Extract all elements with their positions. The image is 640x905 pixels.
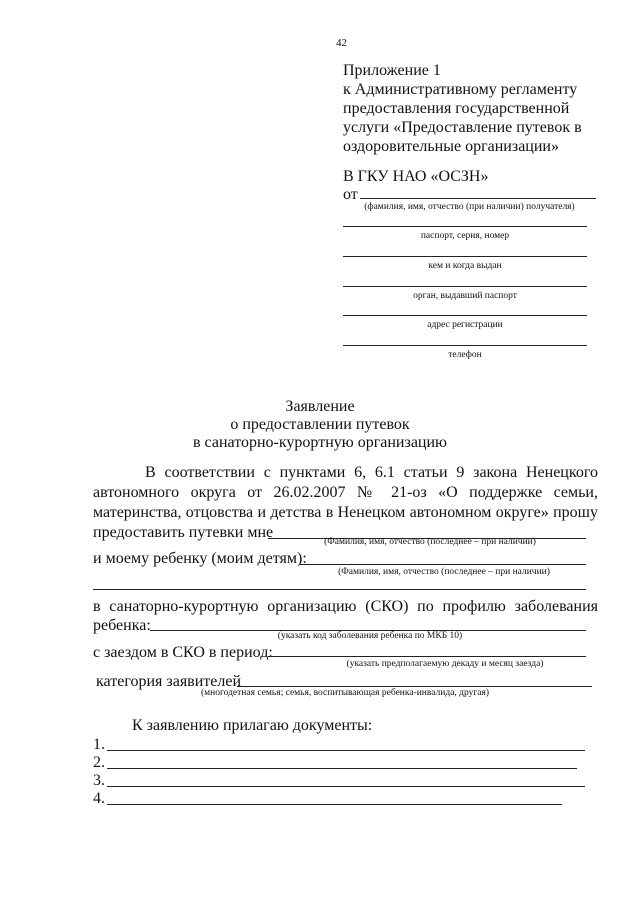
body-line: ребенка: [93,617,151,634]
registration-address-field[interactable] [343,315,587,316]
body-line: автономного округа от 26.02.2007 № 21-оз «О поддержке семьи, [93,484,598,501]
category-label: категория заявителей [96,673,242,690]
passport-number-field[interactable] [343,226,587,227]
body-line: предоставить путевки мне [93,524,274,541]
field-caption: (многодетная семья; семья, воспитывающая ребенка-инвалида, другая) [200,688,490,698]
body-line: В соответствии с пунктами 6, 6.1 статьи 9 закона Ненецкого [145,464,598,481]
field-caption: телефон [448,350,482,360]
applicant-name-field[interactable] [360,198,596,199]
recipient-from-label: от [343,186,358,203]
attachment-number: 3. [93,772,105,789]
appendix-line: оздоровительные организации» [343,138,559,155]
passport-issued-field[interactable] [343,256,587,257]
attachments-heading: К заявлению прилагаю документы: [132,717,373,734]
recipient-to: В ГКУ НАО «ОСЗН» [343,168,489,185]
field-caption: (Фамилия, имя, отчество (последнее – при наличии) [324,537,536,547]
field-caption: (указать код заболевания ребенка по МКБ 10) [277,631,463,641]
period-field[interactable] [268,656,586,657]
title-line: о предоставлении путевок [230,416,410,433]
attachment-field-3[interactable] [107,786,585,787]
period-label: с заездом в СКО в период: [93,644,273,661]
body-line: в санаторно-курортную организацию (СКО) по профилю заболевания [93,598,598,615]
appendix-line: предоставления государственной [343,100,570,117]
child-fio-field-2[interactable] [93,589,586,590]
passport-authority-field[interactable] [343,286,587,287]
appendix-line: Приложение 1 [343,62,441,79]
field-caption: кем и когда выдан [428,261,502,271]
field-caption: адрес регистрации [427,320,503,330]
attachment-field-2[interactable] [107,768,577,769]
appendix-line: услуги «Предоставление путевок в [343,119,582,136]
attachment-field-1[interactable] [107,750,585,751]
child-label: и моему ребенку (моим детям): [93,550,307,567]
child-fio-field[interactable] [300,564,586,565]
title-line: в санаторно-курортную организацию [192,434,447,451]
attachment-number: 1. [93,736,105,753]
phone-field[interactable] [343,345,587,346]
field-caption: (Фамилия, имя, отчество (последнее – при наличии) [338,567,550,577]
field-caption: (фамилия, имя, отчество (при наличии) получателя) [364,202,575,212]
attachment-number: 2. [93,754,105,771]
field-caption: паспорт, серия, номер [420,231,510,241]
field-caption: (указать предполагаемую декаду и месяц заезда) [346,659,544,669]
page-number: 42 [336,37,347,49]
attachment-field-4[interactable] [107,804,562,805]
title-line: Заявление [285,398,355,415]
attachment-number: 4. [93,790,105,807]
appendix-line: к Административному регламенту [343,81,578,98]
field-caption: орган, выдавший паспорт [413,291,517,301]
body-line: материнства, отцовства и детства в Ненецком автономном округе» прошу [93,504,598,521]
